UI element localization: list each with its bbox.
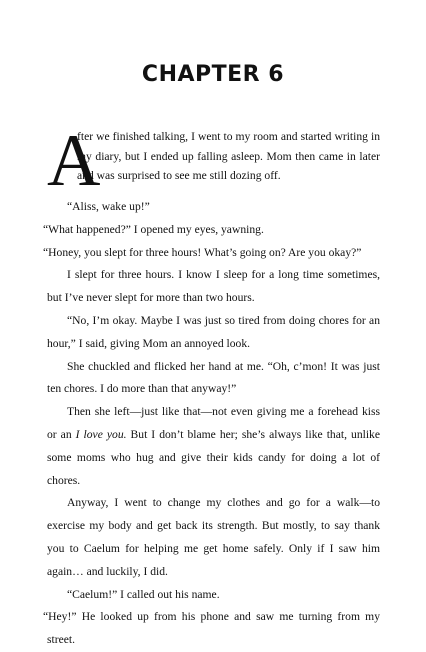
paragraph-7-after: But I don’t blame her; she’s always like that, unlike some moms who hug and give their kids candy for doing a lot of chores. bbox=[47, 427, 380, 487]
paragraph-6: She chuckled and flicked her hand at me. “Oh, c’mon! It was just ten chores. I do more than that anyway!” bbox=[47, 359, 380, 396]
paragraph-7 bbox=[47, 401, 380, 492]
chapter-body bbox=[43, 120, 380, 652]
drop-cap-letter: A bbox=[47, 120, 101, 202]
paragraph-5: “No, I’m okay. Maybe I was just so tired from doing chores for an hour,” I said, giving Mom an annoyed look. bbox=[47, 313, 380, 350]
opening-paragraph bbox=[47, 120, 380, 202]
paragraph-8: Anyway, I went to change my clothes and go for a walk—to exercise my body and get back its strength. But mostly, to say thank you to Caelum for helping me get home safely. Only if I saw him again… and luckily, I did. bbox=[47, 496, 380, 578]
paragraph-3: “Honey, you slept for three hours! What’s going on? Are you okay?” bbox=[43, 245, 362, 259]
paragraph-9: “Caelum!” I called out his name. bbox=[67, 587, 220, 601]
paragraph-10: “Hey!” He looked up from his phone and saw me turning from my street. bbox=[43, 610, 380, 647]
paragraph-7-italic: I love you. bbox=[75, 427, 127, 441]
paragraph-2: “What happened?” I opened my eyes, yawning. bbox=[43, 222, 264, 236]
paragraph-1: “Aliss, wake up!” bbox=[67, 200, 150, 213]
chapter-title: CHAPTER 6 bbox=[141, 62, 285, 87]
opening-paragraph-text: fter we finished talking, I went to my room and started writing in my diary, but I ended up falling asleep. Mom then came in later and was surprised to see me still dozing off. bbox=[77, 130, 380, 183]
paragraph-7-before: Then she left—just like that—not even giving me a forehead kiss or an bbox=[47, 405, 380, 441]
paragraph-4: I slept for three hours. I know I sleep for a long time sometimes, but I’ve never slept for more than two hours. bbox=[47, 268, 380, 305]
